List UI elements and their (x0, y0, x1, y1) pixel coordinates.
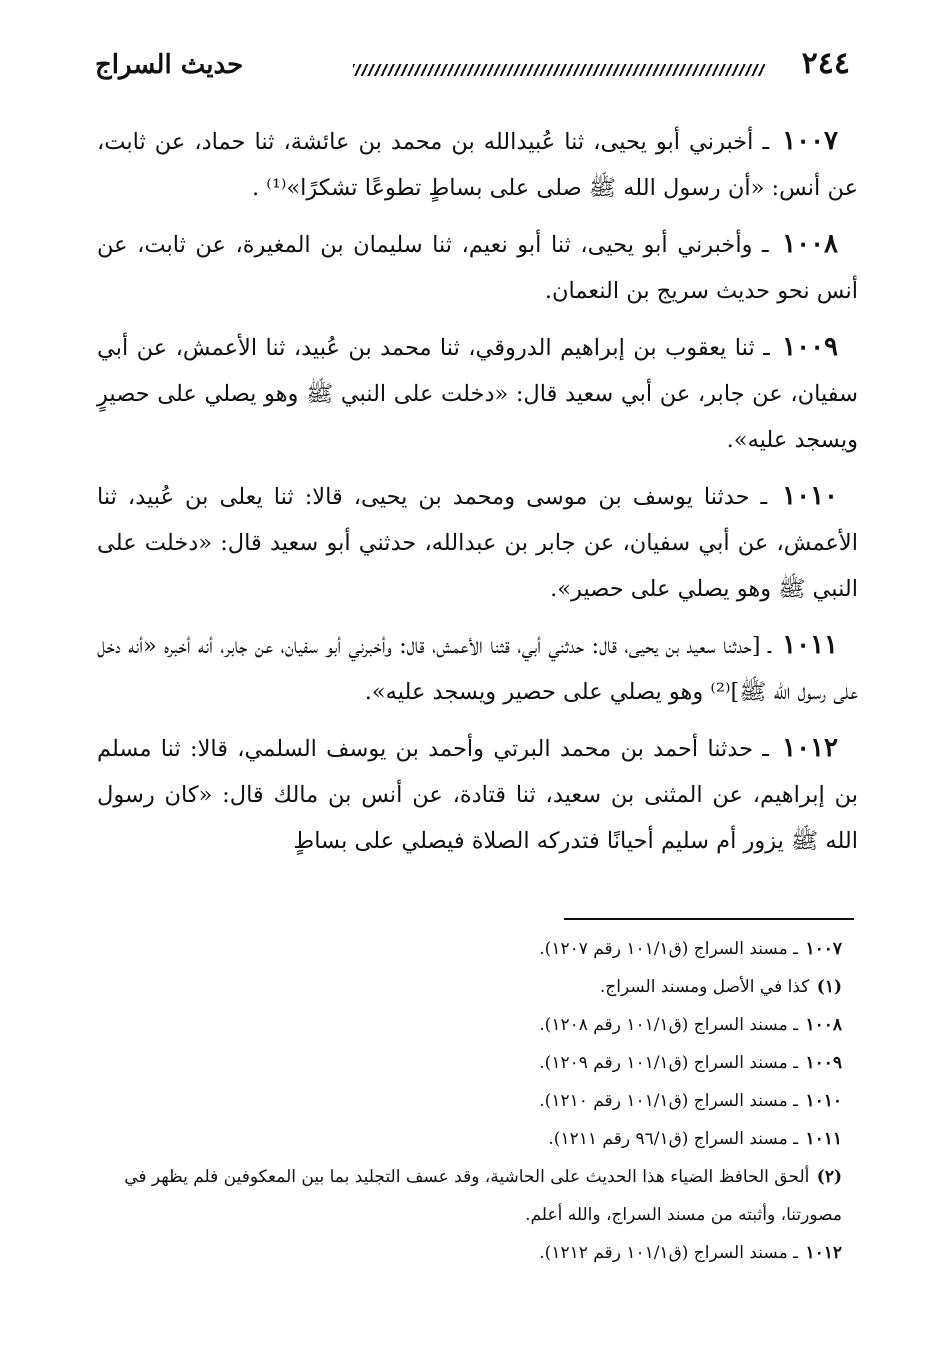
footnote-label: ١٠٠٩ (805, 1053, 842, 1073)
hadith-text: ـ حدثنا أحمد بن محمد البرتي وأحمد بن يوسف السلمي، قالا: ثنا مسلم بن إبراهيم، عن المثنى بن سعيد، ثنا قتادة، عن أنس بن مالك قال: «كان رسول الله ﷺ يزور أم سليم أحيانًا فتدركه الصلاة فيصلي على بساطٍ (97, 736, 858, 854)
footnote-text: ـ مسند السراج (ق١٠١/١ رقم ١٢١٠). (539, 1091, 799, 1111)
header-ornament-rule (353, 64, 765, 76)
page-number: ٢٤٤ (801, 46, 850, 81)
footnote (97, 930, 856, 968)
footnote-label: (٢) (816, 1167, 842, 1187)
hadith-entry (97, 324, 858, 463)
footnote-text: ـ مسند السراج (ق١٠١/١ رقم ١٢٠٩). (539, 1053, 799, 1073)
hadith-number: ١٠٠٩ (782, 332, 839, 362)
running-title: حديث السراج (95, 50, 244, 80)
footnote-label: ١٠٠٨ (805, 1015, 842, 1035)
hadith-entry (97, 221, 858, 314)
footnote (97, 968, 856, 1006)
hadith-number: ١٠٠٨ (782, 229, 838, 259)
footnote-text: ـ مسند السراج (ق١٠١/١ رقم ١٢٠٧). (539, 939, 799, 959)
hadith-number: ١٠١٢ (782, 733, 838, 763)
hadith-entry (97, 622, 858, 715)
page-header (95, 40, 850, 94)
footnote (97, 1082, 856, 1120)
footnote-label: ١٠١٠ (805, 1091, 842, 1111)
footnote-text: ألحق الحافظ الضياء هذا الحديث على الحاشية، وقد عسف التجليد بما بين المعكوفين فلم يظهر في مصورتنا، وأثبته من مسند السراج، والله أعلم. (124, 1167, 842, 1225)
footnote (97, 1044, 856, 1082)
footnote-separator (564, 918, 854, 920)
hadith-number: ١٠١١ (782, 630, 838, 660)
footnotes (97, 930, 856, 1272)
footnote-text: ـ مسند السراج (ق١٠١/١ رقم ١٢١٢). (539, 1243, 799, 1263)
hadith-entry (97, 473, 858, 612)
hadith-entry (97, 118, 858, 211)
footnote-label: ١٠١٢ (805, 1243, 842, 1263)
hadith-number: ١٠١٠ (782, 481, 838, 511)
footnote-text: ـ مسند السراج (ق١٠١/١ رقم ١٢٠٨). (539, 1015, 799, 1035)
footnote (97, 1234, 856, 1272)
hadith-text: ـ [حدثنا سعيد بن يحيى، قال: حدثني أبي، قثنا الأعمش، قال: وأخبرني أبو سفيان، عن جابر، أنه أخبره «أنه دخل على رسول الله ﷺ]⁽²⁾ وهو يصلي على حصير ويسجد عليه». (97, 633, 858, 705)
hadith-text: ـ وأخبرني أبو يحيى، ثنا أبو نعيم، ثنا سليمان بن المغيرة، عن ثابت، عن أنس نحو حديث سريج بن النعمان. (97, 232, 858, 304)
footnote-text: ـ مسند السراج (ق٩٦/١ رقم ١٢١١). (548, 1129, 799, 1149)
footnote (97, 1120, 856, 1158)
footnote (97, 1006, 856, 1044)
main-text (97, 118, 858, 874)
hadith-number: ١٠٠٧ (782, 126, 838, 156)
footnote-label: ١٠١١ (805, 1129, 842, 1149)
footnote-text: كذا في الأصل ومسند السراج. (599, 977, 810, 997)
footnote (97, 1158, 856, 1234)
hadith-text: ـ أخبرني أبو يحيى، ثنا عُبيدالله بن محمد بن عائشة، ثنا حماد، عن ثابت، عن أنس: «أن رسول الله ﷺ صلى على بساطٍ تطوعًا تشكرًا»⁽¹⁾ . (97, 129, 858, 201)
footnote-label: (١) (816, 977, 842, 997)
hadith-entry (97, 725, 858, 864)
hadith-text: ـ ثنا يعقوب بن إبراهيم الدروقي، ثنا محمد بن عُبيد، ثنا الأعمش، عن أبي سفيان، عن جابر، عن أبي سعيد قال: «دخلت على النبي ﷺ وهو يصلي على حصيرٍ ويسجد عليه». (97, 335, 858, 453)
hadith-text: ـ حدثنا يوسف بن موسى ومحمد بن يحيى، قالا: ثنا يعلى بن عُبيد، ثنا الأعمش، عن أبي سفيان، عن جابر بن عبدالله، حدثني أبو سعيد قال: «دخلت على النبي ﷺ وهو يصلي على حصير». (97, 484, 858, 602)
footnote-label: ١٠٠٧ (805, 939, 842, 959)
